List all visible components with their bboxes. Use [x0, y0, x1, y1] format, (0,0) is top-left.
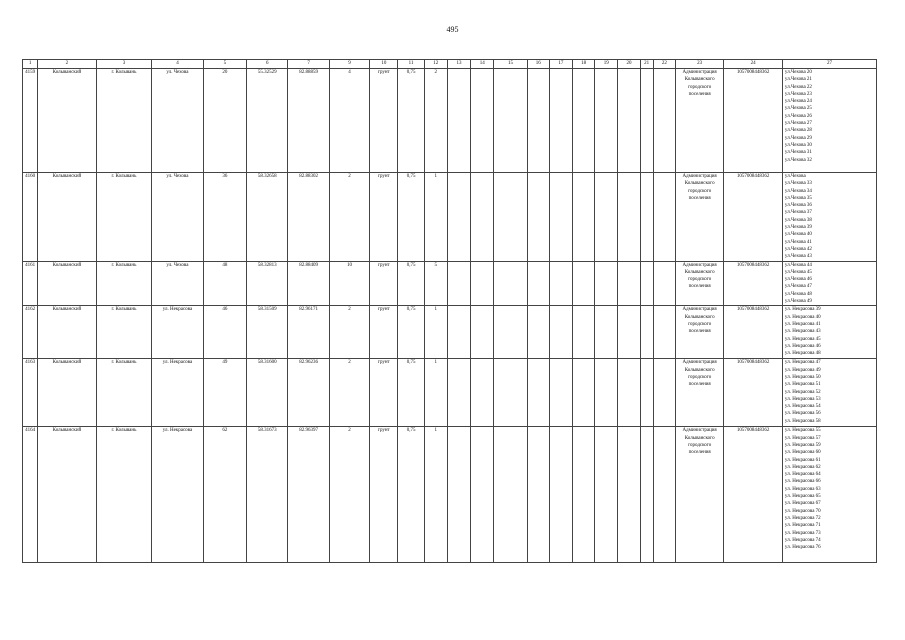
- cell-empty: [447, 69, 470, 173]
- cell-served-addresses: [782, 173, 876, 262]
- cell-lon: 82.88409: [288, 261, 329, 306]
- served-address: ул.Чехова 46: [784, 277, 812, 283]
- cell-count: 2: [329, 359, 369, 427]
- cell-surface: грунт: [370, 261, 398, 306]
- served-address: ул. Некрасова 72: [784, 515, 821, 521]
- served-address: ул. Некрасова 57: [784, 435, 821, 441]
- cell-empty: [549, 173, 572, 262]
- cell-empty: [494, 427, 527, 563]
- served-address: ул. Некрасова 47: [784, 360, 821, 366]
- cell-district: Колыванский: [38, 306, 97, 359]
- cell-district: Колыванский: [38, 427, 97, 563]
- cell-lon: 82.96236: [288, 359, 329, 427]
- cell-empty: [653, 306, 675, 359]
- cell-empty: [640, 261, 653, 306]
- served-address: ул. Некрасова 48: [784, 351, 821, 357]
- served-address: ул. Некрасова 56: [784, 411, 821, 417]
- cell-empty: [549, 306, 572, 359]
- served-address: ул. Некрасова 55: [784, 428, 821, 434]
- cell-empty: [618, 306, 640, 359]
- cell-empty: [447, 427, 470, 563]
- served-address: ул. Некрасова 65: [784, 494, 821, 500]
- cell-containers: 5: [424, 261, 447, 306]
- cell-empty: [527, 359, 549, 427]
- served-address: ул. Некрасова 64: [784, 472, 821, 478]
- served-address: ул.Чехова 40: [784, 232, 812, 238]
- cell-empty: [653, 69, 675, 173]
- cell-surface: грунт: [370, 359, 398, 427]
- cell-count: 2: [329, 427, 369, 563]
- cell-empty: [549, 427, 572, 563]
- cell-volume: 0,75: [398, 69, 424, 173]
- cell-settlement: г. Колывань: [96, 69, 152, 173]
- column-header: 1: [23, 60, 38, 69]
- cell-empty: [640, 306, 653, 359]
- column-header: 21: [640, 60, 653, 69]
- served-address: ул.Чехова 49: [784, 299, 812, 305]
- served-address: ул. Некрасова 63: [784, 486, 821, 492]
- served-address: ул.Чехова 24: [784, 99, 812, 105]
- cell-count: 10: [329, 261, 369, 306]
- served-address: ул. Некрасова 54: [784, 404, 821, 410]
- cell-id: 4163: [23, 359, 38, 427]
- served-address: ул.Чехова 39: [784, 225, 812, 231]
- served-address: ул.Чехова 23: [784, 91, 812, 97]
- table-row: [23, 306, 877, 359]
- served-address: ул. Некрасова 52: [784, 389, 821, 395]
- table-row: [23, 427, 877, 563]
- column-header: 13: [447, 60, 470, 69]
- cell-count: 2: [329, 173, 369, 262]
- cell-lon: 82.96397: [288, 427, 329, 563]
- cell-empty: [527, 306, 549, 359]
- cell-id: 4162: [23, 306, 38, 359]
- served-address: ул.Чехова 34: [784, 188, 812, 194]
- served-address: ул.Чехова 41: [784, 239, 812, 245]
- cell-ogrn: 1057008448362: [724, 427, 783, 563]
- cell-district: Колыванский: [38, 173, 97, 262]
- cell-house: 49: [203, 359, 246, 427]
- served-address: ул.Чехова 42: [784, 246, 812, 252]
- cell-empty: [527, 173, 549, 262]
- cell-lat: 58.32813: [247, 261, 288, 306]
- cell-empty: [653, 427, 675, 563]
- served-address: ул.Чехова 28: [784, 128, 812, 134]
- cell-served-addresses: [782, 306, 876, 359]
- served-address: ул. Некрасова 41: [784, 321, 821, 327]
- cell-empty: [595, 427, 618, 563]
- served-address: ул. Некрасова 67: [784, 501, 821, 507]
- cell-empty: [640, 173, 653, 262]
- cell-containers: 2: [424, 69, 447, 173]
- column-header: 5: [203, 60, 246, 69]
- cell-lat: 58.32658: [247, 173, 288, 262]
- cell-served-addresses: [782, 427, 876, 563]
- served-address: ул. Некрасова 50: [784, 374, 821, 380]
- cell-lat: 58.31509: [247, 306, 288, 359]
- cell-ogrn: 1057008448362: [724, 306, 783, 359]
- column-header: 12: [424, 60, 447, 69]
- served-address: ул.Чехова 47: [784, 284, 812, 290]
- column-header: 10: [370, 60, 398, 69]
- cell-containers: 1: [424, 173, 447, 262]
- cell-empty: [640, 69, 653, 173]
- cell-lon: 82.96171: [288, 306, 329, 359]
- header-row: [23, 60, 877, 69]
- cell-count: 4: [329, 69, 369, 173]
- cell-street: ул. Чехова: [152, 173, 203, 262]
- cell-empty: [618, 69, 640, 173]
- cell-served-addresses: [782, 261, 876, 306]
- cell-id: 4160: [23, 173, 38, 262]
- served-address: ул. Некрасова 66: [784, 479, 821, 485]
- cell-id: 4159: [23, 69, 38, 173]
- cell-owner: Администрация Колыванского городского поселения: [675, 306, 723, 359]
- served-address: ул. Некрасова 43: [784, 329, 821, 335]
- cell-settlement: г. Колывань: [96, 261, 152, 306]
- cell-empty: [618, 427, 640, 563]
- served-address: ул. Некрасова 62: [784, 464, 821, 470]
- column-header: 15: [494, 60, 527, 69]
- column-header: 4: [152, 60, 203, 69]
- cell-lon: 82.88302: [288, 173, 329, 262]
- column-header: 2: [38, 60, 97, 69]
- cell-empty: [471, 359, 494, 427]
- cell-lat: 55.32529: [247, 69, 288, 173]
- column-header: 24: [724, 60, 783, 69]
- cell-empty: [653, 261, 675, 306]
- column-header: 6: [247, 60, 288, 69]
- cell-volume: 0,75: [398, 306, 424, 359]
- cell-settlement: г. Колывань: [96, 306, 152, 359]
- cell-served-addresses: [782, 359, 876, 427]
- table-body: [23, 69, 877, 563]
- served-address: ул. Некрасова 59: [784, 442, 821, 448]
- cell-empty: [447, 306, 470, 359]
- column-header: 23: [675, 60, 723, 69]
- served-address: ул.Чехова 26: [784, 113, 812, 119]
- cell-empty: [618, 173, 640, 262]
- served-address: ул. Некрасова 40: [784, 314, 821, 320]
- cell-settlement: г. Колывань: [96, 173, 152, 262]
- cell-empty: [494, 261, 527, 306]
- page-number: 495: [446, 25, 459, 34]
- cell-surface: грунт: [370, 173, 398, 262]
- served-address: ул.Чехова 25: [784, 106, 812, 112]
- column-header: 3: [96, 60, 152, 69]
- table-row: [23, 173, 877, 262]
- served-address: ул. Некрасова 60: [784, 450, 821, 456]
- cell-containers: 1: [424, 427, 447, 563]
- cell-empty: [618, 359, 640, 427]
- served-address: ул. Некрасова 45: [784, 336, 821, 342]
- table-row: [23, 359, 877, 427]
- table-row: [23, 261, 877, 306]
- column-header: 9: [329, 60, 369, 69]
- cell-empty: [447, 359, 470, 427]
- served-address: ул.Чехова 33: [784, 181, 812, 187]
- cell-count: 2: [329, 306, 369, 359]
- served-address: ул.Чехова 43: [784, 254, 812, 260]
- cell-lat: 58.31673: [247, 427, 288, 563]
- cell-empty: [494, 173, 527, 262]
- cell-district: Колыванский: [38, 359, 97, 427]
- served-address: ул.Чехова 44: [784, 262, 812, 268]
- cell-lon: 82.88859: [288, 69, 329, 173]
- column-header: 16: [527, 60, 549, 69]
- cell-empty: [573, 306, 595, 359]
- served-address: ул. Некрасова 51: [784, 382, 821, 388]
- served-address: ул.Чехова 45: [784, 269, 812, 275]
- cell-house: 36: [203, 173, 246, 262]
- served-address: ул.Чехова 48: [784, 291, 812, 297]
- cell-id: 4164: [23, 427, 38, 563]
- cell-street: ул. Некрасова: [152, 359, 203, 427]
- cell-house: 48: [203, 261, 246, 306]
- column-header: 11: [398, 60, 424, 69]
- served-address: ул.Чехова 32: [784, 157, 812, 163]
- cell-surface: грунт: [370, 69, 398, 173]
- cell-empty: [471, 69, 494, 173]
- cell-empty: [447, 173, 470, 262]
- cell-empty: [573, 173, 595, 262]
- registry-table: [22, 59, 877, 563]
- cell-district: Колыванский: [38, 69, 97, 173]
- column-header: 18: [573, 60, 595, 69]
- cell-owner: Администрация Колыванского городского поселения: [675, 261, 723, 306]
- served-address: ул. Некрасова 76: [784, 545, 821, 551]
- cell-empty: [573, 261, 595, 306]
- served-address: ул. Некрасова 61: [784, 457, 821, 463]
- cell-empty: [595, 306, 618, 359]
- cell-empty: [640, 359, 653, 427]
- served-address: ул.Чехова 30: [784, 142, 812, 148]
- cell-empty: [471, 306, 494, 359]
- served-address: ул.Чехова 27: [784, 121, 812, 127]
- served-address: ул.Чехова 29: [784, 135, 812, 141]
- cell-containers: 1: [424, 359, 447, 427]
- served-address: ул.Чехова 37: [784, 210, 812, 216]
- column-header: 17: [549, 60, 572, 69]
- cell-ogrn: 1057008448362: [724, 173, 783, 262]
- served-address: ул. Некрасова 71: [784, 523, 821, 529]
- table-row: [23, 69, 877, 173]
- cell-empty: [595, 261, 618, 306]
- column-header: 20: [618, 60, 640, 69]
- cell-empty: [573, 359, 595, 427]
- served-address: ул.Чехова 20: [784, 70, 812, 75]
- cell-empty: [618, 261, 640, 306]
- cell-empty: [549, 69, 572, 173]
- cell-house: 20: [203, 69, 246, 173]
- cell-ogrn: 1057008448362: [724, 359, 783, 427]
- cell-empty: [494, 359, 527, 427]
- served-address: ул.Чехова: [784, 174, 806, 179]
- served-address: ул.Чехова 31: [784, 150, 812, 156]
- cell-empty: [640, 427, 653, 563]
- cell-empty: [527, 427, 549, 563]
- cell-served-addresses: [782, 69, 876, 173]
- cell-settlement: г. Колывань: [96, 427, 152, 563]
- cell-ogrn: 1057008448362: [724, 69, 783, 173]
- cell-empty: [595, 173, 618, 262]
- cell-empty: [527, 261, 549, 306]
- cell-empty: [471, 261, 494, 306]
- cell-empty: [653, 359, 675, 427]
- column-header: 7: [288, 60, 329, 69]
- cell-owner: Администрация Колыванского городского поселения: [675, 359, 723, 427]
- cell-empty: [447, 261, 470, 306]
- cell-empty: [471, 173, 494, 262]
- cell-empty: [573, 69, 595, 173]
- served-address: ул. Некрасова 74: [784, 537, 821, 543]
- served-address: ул.Чехова 36: [784, 203, 812, 209]
- cell-settlement: г. Колывань: [96, 359, 152, 427]
- served-address: ул. Некрасова 70: [784, 508, 821, 514]
- cell-empty: [494, 69, 527, 173]
- served-address: ул. Некрасова 58: [784, 418, 821, 424]
- cell-volume: 0,75: [398, 173, 424, 262]
- served-address: ул. Некрасова 53: [784, 396, 821, 402]
- cell-owner: Администрация Колыванского городского поселения: [675, 69, 723, 173]
- cell-surface: грунт: [370, 427, 398, 563]
- cell-empty: [549, 359, 572, 427]
- cell-street: ул. Чехова: [152, 69, 203, 173]
- served-address: ул.Чехова 38: [784, 217, 812, 223]
- cell-empty: [549, 261, 572, 306]
- column-header: 27: [782, 60, 876, 69]
- cell-house: 46: [203, 306, 246, 359]
- cell-volume: 0,75: [398, 261, 424, 306]
- cell-house: 62: [203, 427, 246, 563]
- cell-empty: [595, 69, 618, 173]
- column-header: 14: [471, 60, 494, 69]
- column-header: 19: [595, 60, 618, 69]
- served-address: ул.Чехова 21: [784, 77, 812, 83]
- cell-empty: [573, 427, 595, 563]
- cell-surface: грунт: [370, 306, 398, 359]
- cell-empty: [494, 306, 527, 359]
- cell-owner: Администрация Колыванского городского поселения: [675, 173, 723, 262]
- served-address: ул. Некрасова 49: [784, 367, 821, 373]
- cell-lat: 58.31600: [247, 359, 288, 427]
- cell-district: Колыванский: [38, 261, 97, 306]
- cell-id: 4161: [23, 261, 38, 306]
- cell-owner: Администрация Колыванского городского поселения: [675, 427, 723, 563]
- cell-empty: [653, 173, 675, 262]
- cell-empty: [595, 359, 618, 427]
- served-address: ул. Некрасова 39: [784, 307, 821, 313]
- cell-volume: 0,75: [398, 359, 424, 427]
- served-address: ул. Некрасова 73: [784, 530, 821, 536]
- cell-containers: 1: [424, 306, 447, 359]
- column-header: 22: [653, 60, 675, 69]
- cell-ogrn: 1057008448362: [724, 261, 783, 306]
- cell-street: ул. Чехова: [152, 261, 203, 306]
- cell-empty: [471, 427, 494, 563]
- cell-volume: 0,75: [398, 427, 424, 563]
- served-address: ул.Чехова 35: [784, 195, 812, 201]
- served-address: ул.Чехова 22: [784, 84, 812, 90]
- cell-street: ул. Некрасова: [152, 427, 203, 563]
- cell-street: ул. Некрасова: [152, 306, 203, 359]
- served-address: ул. Некрасова 46: [784, 343, 821, 349]
- cell-empty: [527, 69, 549, 173]
